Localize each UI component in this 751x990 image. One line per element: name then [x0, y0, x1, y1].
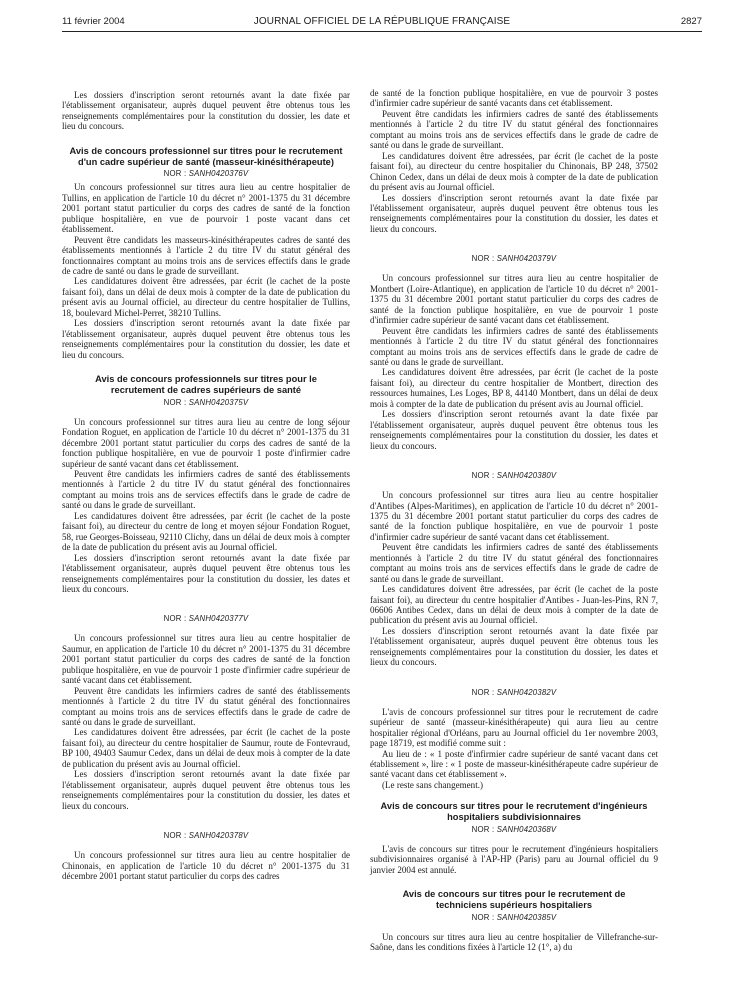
- paragraph: L'avis de concours sur titres pour le recrutement d'ingénieurs hospitaliers subdivisionnaires organisé à l'AP-HP (Paris) paru au Journal officiel du 9 janvier 2004 est annulé.: [370, 843, 658, 875]
- header-journal-title: JOURNAL OFFICIEL DE LA RÉPUBLIQUE FRANÇAISE: [253, 16, 511, 27]
- nor-reference: [370, 471, 658, 480]
- nor-code: SANH0420376V: [188, 169, 249, 179]
- paragraph: Peuvent être candidats les infirmiers cadres de santé des établissements mentionnés à l'article 2 du titre IV du statut général des fonctionnaires comptant au moins trois ans de services effectifs dans le grade de cadre de santé ou dans le grade de surveillant.: [62, 685, 350, 728]
- nor-label: NOR :: [471, 824, 495, 834]
- nor-code: SANH0420380V: [496, 471, 557, 481]
- paragraph: Peuvent être candidats les infirmiers cadres de santé des établissements mentionnés à l'article 2 du titre IV du statut général des fonctionnaires comptant au moins trois ans de services effectifs dans le grade de cadre de santé ou dans le grade de surveillant.: [370, 542, 658, 584]
- paragraph: Les dossiers d'inscription seront retournés avant la date fixée par l'établissement organisateur, auprès duquel peuvent être obtenus tous les renseignements complémentaires pour la constitution du dossier, les dates et lieux du concours.: [370, 625, 658, 668]
- paragraph: Peuvent être candidats les infirmiers cadres de santé des établissements mentionnés à l'article 2 du titre IV du statut général des fonctionnaires comptant au moins trois ans de services effectifs dans le grade de cadre de santé ou dans le grade de surveillant.: [370, 108, 658, 151]
- paragraph: Un concours professionnel sur titres aura lieu au centre hospitalier de Saumur, en application de l'article 10 du décret n° 2001-1375 du 31 décembre 2001 portant statut particulier du corps des cadres de santé de la fonction publique hospitalière, en vue de pourvoir 1 poste d'infirmier cadre supérieur de santé vacant dans cet établissement.: [62, 633, 350, 686]
- paragraph: Peuvent être candidats les infirmiers cadres de santé des établissements mentionnés à l'article 2 du titre IV du statut général des fonctionnaires comptant au moins trois ans de services effectifs dans le grade de cadre de santé ou dans le grade de surveillant.: [62, 468, 350, 511]
- paragraph: Les candidatures doivent être adressées, par écrit (le cachet de la poste faisant foi), au directeur du centre hospitalier du Chinonais, BP 248, 37502 Chinon Cedex, dans un délai de deux mois à compter de la date de publication du présent avis au Journal officiel.: [370, 150, 658, 193]
- nor-reference: [62, 398, 350, 407]
- paragraph: Les candidatures doivent être adressées, par écrit (le cachet de la poste faisant foi), au directeur du centre hospitalier de Saumur, route de Fontevraud, BP 100, 49403 Saumur Cedex, dans un délai de deux mois à compter de la date de publication du présent avis au Journal officiel.: [62, 727, 350, 769]
- nor-code: SANH0420378V: [188, 831, 249, 841]
- nor-reference: [370, 688, 658, 697]
- header-page-number: 2827: [680, 16, 702, 27]
- nor-reference: [62, 169, 350, 178]
- page-header: [62, 16, 702, 32]
- nor-reference: [370, 254, 658, 263]
- paragraph: Peuvent être candidats les masseurs-kinésithérapeutes cadres de santé des établissements mentionnés à l'article 2 du titre IV du statut général des fonctionnaires comptant au moins trois ans de services effectifs dans le grade de cadre de santé ou dans le grade de surveillant.: [62, 234, 350, 277]
- paragraph: Les candidatures doivent être adressées, par écrit (le cachet de la poste faisant foi), dans un délai de deux mois à compter de la date de publication du présent avis au Journal officiel, au directeur du centre hospitalier de Tullins, 18, boulevard Michel-Perret, 38210 Tullins.: [62, 276, 350, 318]
- paragraph: Un concours professionnel sur titres aura lieu au centre hospitalier de Chinonais, en application de l'article 10 du décret n° 2001-1375 du 31 décembre 2001 portant statut particulier du corps des cadres: [62, 850, 350, 882]
- nor-code: SANH0420377V: [188, 614, 249, 624]
- nor-code: SANH0420375V: [188, 397, 249, 407]
- paragraph: Les dossiers d'inscription seront retournés avant la date fixée par l'établissement organisateur, auprès duquel peuvent être obtenus tous les renseignements complémentaires pour la constitution du dossier, les dates et lieux du concours.: [62, 769, 350, 811]
- nor-code: SANH0420385V: [496, 912, 557, 922]
- nor-label: NOR :: [163, 614, 187, 624]
- paragraph: Un concours sur titres aura lieu au centre hospitalier de Villefranche-sur-Saône, dans les conditions fixées à l'article 12 (1°, a) du: [370, 931, 658, 953]
- nor-label: NOR :: [471, 687, 495, 697]
- nor-reference: [62, 614, 350, 623]
- paragraph: Les dossiers d'inscription seront retournés avant la date fixée par l'établissement organisateur, auprès duquel peuvent être obtenus tous les renseignements complémentaires pour la constitution du dossier, les dates et lieux du concours.: [62, 552, 350, 594]
- paragraph: Un concours professionnel sur titres aura lieu au centre de long séjour Fondation Roguet, en application de l'article 10 du décret n° 2001-1375 du 31 décembre 2001 portant statut particulier du corps des cadres de santé de la fonction publique hospitalière, en vue de pourvoir 1 poste d'infirmier cadre supérieur de santé vacant dans cet établissement.: [62, 416, 350, 469]
- paragraph: Peuvent être candidats les infirmiers cadres de santé des établissements mentionnés à l'article 2 du titre IV du statut général des fonctionnaires comptant au moins trois ans de services effectifs dans le grade de cadre de santé ou dans le grade de surveillant.: [370, 325, 658, 367]
- paragraph: Les dossiers d'inscription seront retournés avant la date fixée par l'établissement organisateur, auprès duquel peuvent être obtenus tous les renseignements complémentaires pour la constitution du dossier, les dates et lieux du concours.: [370, 409, 658, 451]
- paragraph: Les candidatures doivent être adressées, par écrit (le cachet de la poste faisant foi), au directeur du centre de long et moyen séjour Fondation Roguet, 58, rue Georges-Boisseau, 92110 Clichy, dans un délai de deux mois à compter de la date de publication du présent avis au Journal officiel.: [62, 510, 350, 553]
- nor-reference: [370, 825, 658, 834]
- notice-title: Avis de concours professionnels sur titres pour le recrutement de cadres supérieurs de santé: [95, 374, 317, 395]
- paragraph: de santé de la fonction publique hospitalière, en vue de pourvoir 3 postes d'infirmier cadre supérieur de santé vacants dans cet établissement.: [370, 88, 658, 109]
- paragraph: Un concours professionnel sur titres aura lieu au centre hospitalier de Tullins, en application de l'article 10 du décret n° 2001-1375 du 31 décembre 2001 portant statut particulier du corps des cadres de santé de la fonction publique hospitalière, en vue de pourvoir 1 poste vacant dans cet établissement.: [62, 182, 350, 235]
- nor-label: NOR :: [471, 254, 495, 264]
- paragraph: Au lieu de : « 1 poste d'infirmier cadre supérieur de santé vacant dans cet établissement », lire : « 1 poste de masseur-kinésithérapeute cadre supérieur de santé vacant dans cet établissement ».: [370, 748, 658, 780]
- nor-label: NOR :: [471, 471, 495, 481]
- paragraph: Les dossiers d'inscription seront retournés avant la date fixée par l'établissement organisateur, auprès duquel peuvent être obtenus tous les renseignements complémentaires pour la constitution du dossier, les date et lieu du concours.: [62, 318, 350, 360]
- paragraph: Un concours professionnel sur titres aura lieu au centre hospitalier d'Antibes (Alpes-Maritimes), en application de l'article 10 du décret n° 2001-1375 du 31 décembre 2001 portant statut particulier du corps des cadres de santé de la fonction publique hospitalière, en vue de pourvoir 1 poste d'infirmier cadre supérieur de santé vacant dans cet établissement.: [370, 490, 658, 542]
- nor-label: NOR :: [163, 169, 187, 179]
- paragraph: Un concours professionnel sur titres aura lieu au centre hospitalier de Montbert (Loire-Atlantique), en application de l'article 10 du décret n° 2001-1375 du 31 décembre 2001 portant statut particulier du corps des cadres de santé de la fonction publique hospitalière, en vue de pourvoir 1 poste d'infirmier cadre supérieur de santé vacant dans cet établissement.: [370, 273, 658, 326]
- left-column: [62, 90, 350, 881]
- nor-label: NOR :: [163, 397, 187, 407]
- notice-title: Avis de concours sur titres pour le recrutement d'ingénieurs hospitaliers subdivisionnaires: [380, 801, 648, 823]
- paragraph: Les dossiers d'inscription seront retournés avant la date fixée par l'établissement organisateur, auprès duquel peuvent être obtenus tous les renseignements complémentaires pour la constitution du dossier, les dates et lieux du concours.: [370, 192, 658, 234]
- header-date: 11 février 2004: [62, 16, 125, 27]
- notice-title: Avis de concours sur titres pour le recrutement de techniciens supérieurs hospitaliers: [402, 889, 626, 911]
- paragraph: Les dossiers d'inscription seront retournés avant la date fixée par l'établissement organisateur, auprès duquel peuvent être obtenus tous les renseignements complémentaires pour la constitution du dossier, les date et lieu du concours.: [62, 90, 350, 132]
- right-column: [370, 88, 658, 953]
- paragraph: (Le reste sans changement.): [382, 779, 483, 790]
- header-rule: [62, 31, 702, 32]
- notice-title: Avis de concours professionnel sur titres pour le recrutement d'un cadre supérieur de santé (masseur-kinésithérapeute): [69, 145, 343, 167]
- nor-reference: [370, 913, 658, 922]
- paragraph: Les candidatures doivent être adressées, par écrit (le cachet de la poste faisant foi), au directeur du centre hospitalier de Montbert, direction des ressources humaines, Les Loges, BP 8, 44140 Montbert, dans un délai de deux mois à compter de la date de publication du présent avis au Journal officiel.: [370, 367, 658, 409]
- nor-label: NOR :: [163, 831, 187, 841]
- nor-code: SANH0420379V: [496, 254, 557, 264]
- nor-code: SANH0420382V: [496, 687, 557, 697]
- nor-reference: [62, 831, 350, 840]
- paragraph: L'avis de concours professionnel sur titres pour le recrutement de cadre supérieur de santé (masseur-kinésithérapeute) qui aura lieu au centre hospitalier régional d'Orléans, paru au Journal officiel du 1er novembre 2003, page 18719, est modifié comme suit :: [370, 706, 658, 749]
- paragraph: Les candidatures doivent être adressées, par écrit (le cachet de la poste faisant foi), au directeur du centre hospitalier d'Antibes - Juan-les-Pins, RN 7, 06606 Antibes Cedex, dans un délai de deux mois à compter de la date de publication du présent avis au Journal officiel.: [370, 584, 658, 626]
- nor-label: NOR :: [471, 912, 495, 922]
- nor-code: SANH0420368V: [496, 824, 557, 834]
